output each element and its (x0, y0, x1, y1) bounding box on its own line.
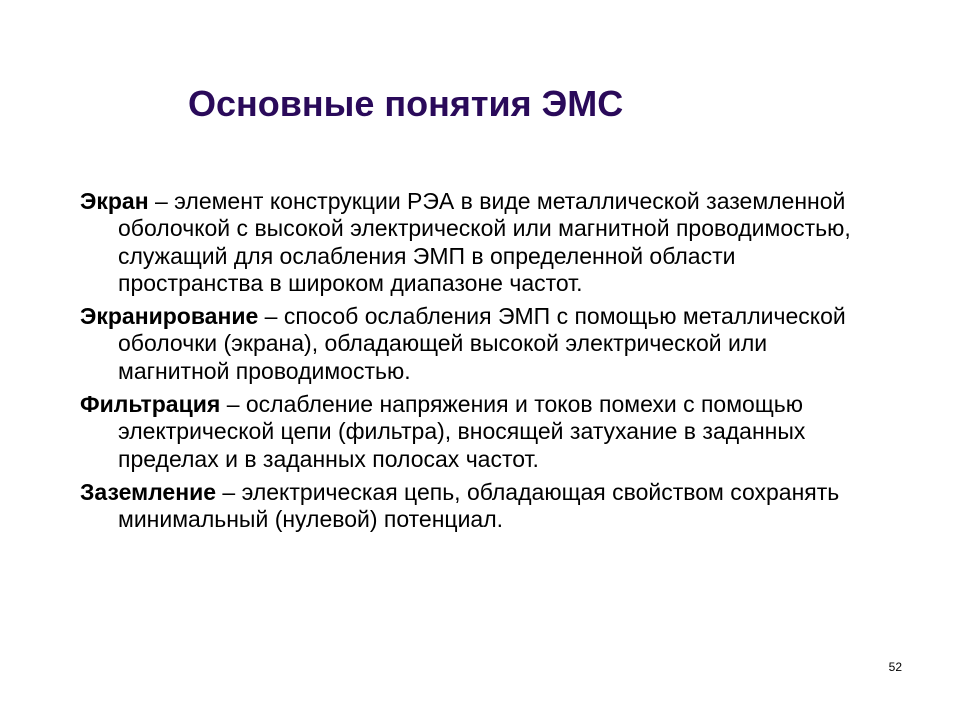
slide-number: 52 (888, 660, 902, 674)
slide-title: Основные понятия ЭМС (188, 83, 624, 124)
definition-term: Заземление (80, 478, 217, 505)
definition-text: – ослабление напряжения и токов помехи с помощью электрической цепи (фильтра), вносящей затухание в заданных пределах и в заданных полосах частот. (118, 391, 806, 472)
definition-text: – элемент конструкции РЭА в виде металлической заземленной оболочкой с высокой электрической или магнитной проводимостью, служащий для ослабления ЭМП в определенной области пространства в широком диапазоне частот. (118, 188, 851, 296)
definition-text: – электрическая цепь, обладающая свойством сохранять минимальный (нулевой) потенциал. (118, 478, 840, 533)
definitions-list (80, 188, 860, 540)
definition-filtering (80, 391, 860, 473)
definition-term: Фильтрация (80, 391, 221, 418)
definition-term: Экран (80, 188, 149, 214)
definition-screen (80, 188, 860, 297)
definition-grounding (80, 479, 860, 534)
definition-text: – способ ослабления ЭМП с помощью металлической оболочки (экрана), обладающей высокой электрической или магнитной проводимостью. (118, 303, 846, 384)
definition-shielding (80, 303, 860, 385)
definition-term: Экранирование (80, 303, 259, 330)
